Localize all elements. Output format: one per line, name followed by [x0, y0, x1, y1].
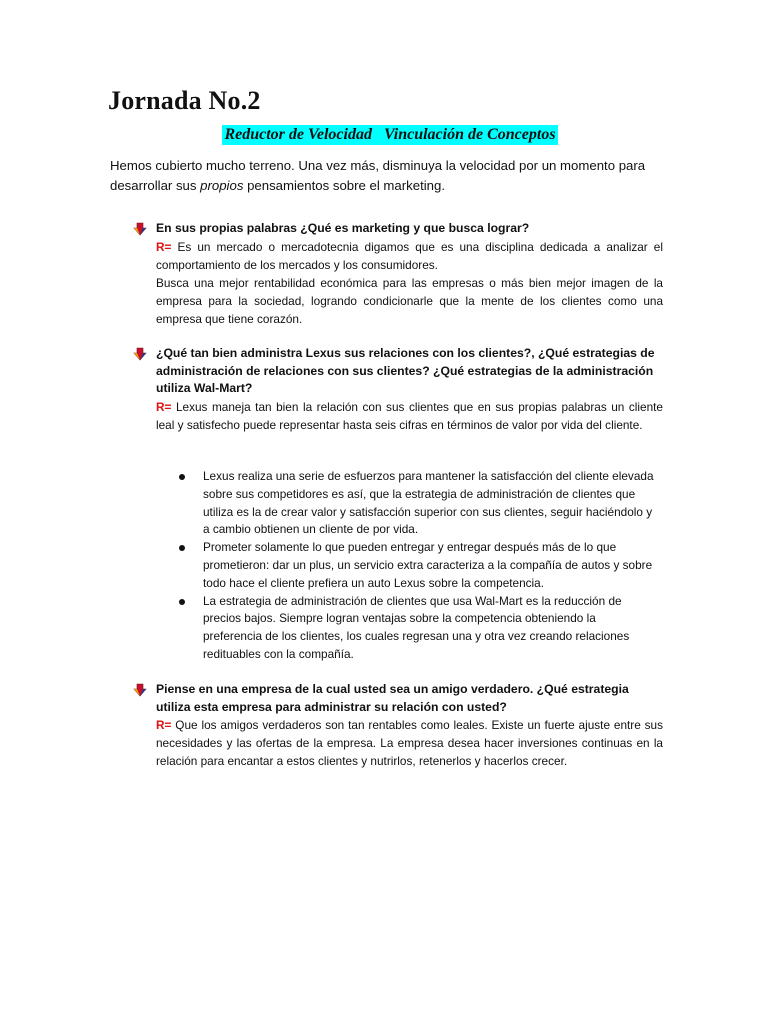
bullet-dot-icon	[179, 599, 185, 605]
answer-text: Que los amigos verdaderos son tan rentables como leales. Existe un fuerte ajuste entre sus necesidades y las ofertas de la empresa. La empresa desea hacer inversiones continuas en la relación para encantar a estos clientes y nutrirlos, retenerlos y hacerlos crecer.	[156, 718, 663, 768]
arrow-bullet-icon	[133, 222, 147, 236]
list-item	[178, 593, 654, 664]
arrow-bullet-icon	[133, 683, 147, 697]
question-block-2	[133, 345, 663, 434]
answer-block	[133, 238, 663, 328]
arrow-bullet-icon	[133, 347, 147, 361]
bullet-text: Prometer solamente lo que pueden entregar y entregar después más de lo que prometieron: dar un plus, un servicio extra caracteriza a la compañía de autos y sobre todo hace el cliente prefiera un auto Lexus sobre la competencia.	[203, 540, 653, 590]
answer-text-2: Busca una mejor rentabilidad económica para las empresas o más bien mejor imagen de la empresa para la sociedad, logrando condicionarle que la mente de los clientes como una empresa que tiene corazón.	[156, 275, 663, 326]
answer-marker: R=	[156, 718, 172, 732]
list-item	[178, 468, 654, 539]
answer-block	[133, 716, 663, 770]
bullet-dot-icon	[179, 474, 185, 480]
list-item	[178, 539, 654, 592]
bullet-dot-icon	[179, 545, 185, 551]
answer-marker: R=	[156, 239, 172, 254]
document-subtitle: Reductor de Velocidad Vinculación de Conceptos	[224, 126, 556, 143]
intro-text: Hemos cubierto mucho terreno. Una vez más, disminuya la velocidad por un momento para desarrollar sus	[110, 158, 646, 193]
answer-text: Lexus maneja tan bien la relación con sus clientes que en sus propias palabras un cliente leal y satisfecho puede representar hasta seis cifras en términos de valor por vida del cliente.	[156, 399, 663, 432]
answer-text: Es un mercado o mercadotecnia digamos que es una disciplina dedicada a analizar el comportamiento de los mercados y los consumidores.	[156, 239, 663, 272]
bullet-text: Lexus realiza una serie de esfuerzos para mantener la satisfacción del cliente elevada sobre sus competidores es así, que la estrategia de administración de clientes que utiliza es la de crear valor y satisfacción superior con sus clientes, seguir haciéndolo y a cambio obtienen un cliente de por vida.	[203, 469, 654, 537]
bullet-text: La estrategia de administración de clientes que usa Wal-Mart es la reducción de precios bajos. Siempre logran ventajas sobre la competencia obteniendo la preferencia de los clientes, los cuales regresan una y otra vez creando relaciones redituables con la compañía.	[203, 593, 630, 661]
answer-marker: R=	[156, 399, 172, 414]
intro-text-end: pensamientos sobre el marketing.	[243, 178, 446, 193]
intro-paragraph	[110, 156, 670, 196]
question-text: Piense en una empresa de la cual usted sea un amigo verdadero. ¿Qué estrategia utiliza esta empresa para administrar su relación con usted?	[156, 682, 629, 714]
question-text: ¿Qué tan bien administra Lexus sus relaciones con los clientes?, ¿Qué estrategias de administración de relaciones con sus clientes? ¿Qué estrategias de la administración utiliza Wal-Mart?	[156, 346, 655, 395]
question-block-3	[133, 681, 663, 770]
subtitle-container	[0, 125, 768, 145]
question-text: En sus propias palabras ¿Qué es marketing y que busca lograr?	[156, 221, 530, 235]
answer-block	[133, 398, 663, 434]
strategy-bullet-list	[178, 468, 654, 664]
intro-emphasis: propios	[200, 178, 244, 193]
document-title: Jornada No.2	[108, 86, 261, 115]
question-block-1	[133, 220, 663, 328]
